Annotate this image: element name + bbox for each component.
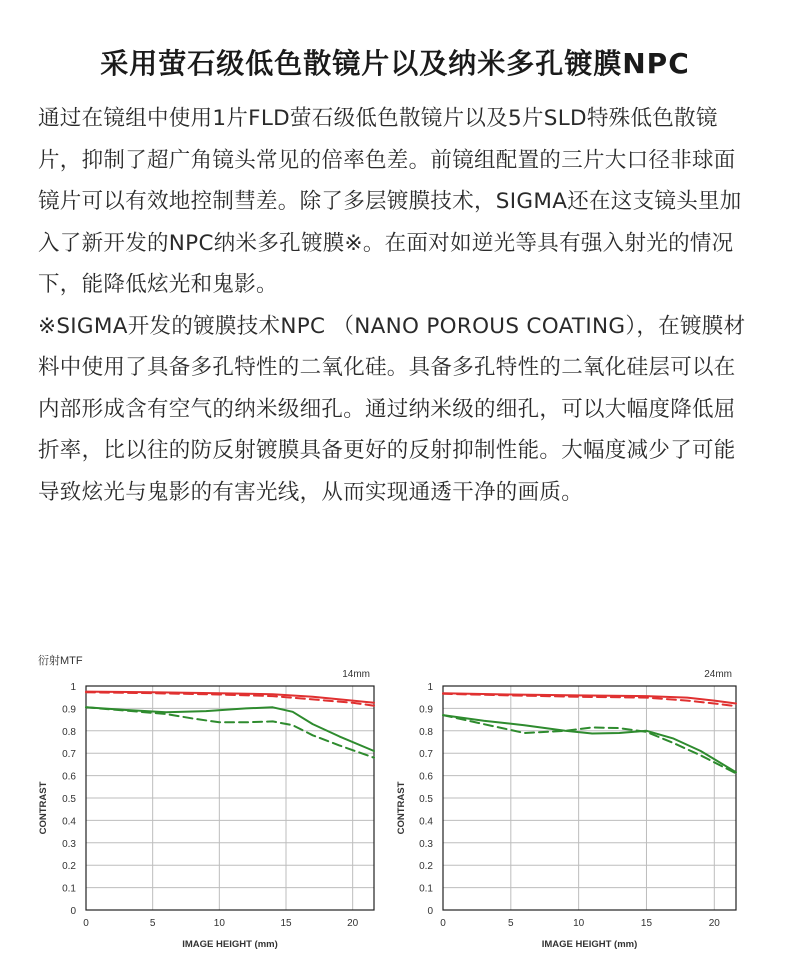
y-tick-label: 0.4	[419, 816, 433, 828]
mtf-chart-24mm	[386, 650, 746, 960]
y-tick-label: 0.7	[62, 749, 76, 761]
plot-area-14mm	[38, 669, 374, 950]
x-axis-label: IMAGE HEIGHT (mm)	[182, 939, 278, 950]
x-tick-label: 20	[708, 918, 720, 929]
y-tick-label: 0.1	[419, 883, 433, 895]
y-tick-label: 0.6	[419, 771, 433, 783]
x-tick-label: 10	[573, 918, 585, 929]
x-tick-label: 0	[440, 918, 446, 929]
y-tick-label: 0.2	[419, 861, 433, 873]
x-tick-label: 5	[508, 918, 514, 929]
y-tick-label: 0.5	[419, 794, 433, 805]
y-tick-label: 0.2	[62, 861, 76, 873]
y-tick-label: 1	[427, 682, 433, 693]
mtf-chart-14mm	[28, 650, 378, 960]
y-tick-label: 0.6	[62, 771, 76, 783]
x-tick-label: 10	[213, 918, 225, 929]
x-tick-label: 5	[149, 918, 156, 929]
y-tick-label: 0.9	[62, 704, 76, 716]
series-green-solid-24mm	[443, 715, 736, 772]
mtf-chart-24mm-svg	[386, 650, 746, 960]
chart-title: 24mm	[704, 669, 732, 680]
body-text	[38, 98, 754, 513]
y-tick-label: 0.8	[62, 726, 76, 738]
y-tick-label: 0.5	[62, 794, 76, 805]
chart-title: 14mm	[342, 669, 370, 680]
y-tick-label: 0.7	[419, 749, 433, 761]
paragraph-npc-footnote: ※SIGMA开发的镀膜技术NPC （NANO POROUS COATING），在镀膜材料中使用了具备多孔特性的二氧化硅。具备多孔特性的二氧化硅层可以在内部形成含有空气的纳米级细孔。通过纳米级的细孔，可以大幅度降低屈折率，比以往的防反射镀膜具备更好的反射抑制性能。大幅度减少了可能导致炫光与鬼影的有害光线，从而实现通透干净的画质。	[38, 313, 746, 505]
mtf-chart-14mm-svg	[28, 650, 378, 960]
y-tick-label: 0.8	[419, 726, 433, 738]
y-axis-label: CONTRAST	[396, 781, 407, 835]
x-tick-label: 20	[347, 918, 359, 929]
y-tick-label: 0.9	[419, 704, 433, 716]
x-tick-label: 15	[640, 918, 653, 929]
y-tick-label: 1	[70, 682, 76, 693]
y-tick-label: 0.3	[419, 838, 433, 850]
y-tick-label: 0	[70, 906, 76, 917]
y-tick-label: 0.1	[62, 883, 76, 895]
series-green-solid-14mm	[86, 707, 374, 751]
y-tick-label: 0	[427, 906, 433, 917]
figure-label: 衍射MTF	[38, 655, 83, 667]
y-axis-label: CONTRAST	[38, 781, 49, 835]
x-tick-label: 15	[280, 918, 292, 929]
y-tick-label: 0.4	[62, 816, 76, 828]
paragraph-lens-elements: 通过在镜组中使用1片FLD萤石级低色散镜片以及5片SLD特殊低色散镜片，抑制了超广角镜头常见的倍率色差。前镜组配置的三片大口径非球面镜片可以有效地控制彗差。除了多层镀膜技术，SIGMA还在这支镜头里加入了新开发的NPC纳米多孔镀膜※。在面对如逆光等具有强入射光的情况下，能降低炫光和鬼影。	[38, 106, 742, 297]
section-title: 采用萤石级低色散镜片以及纳米多孔镀膜NPC	[100, 47, 690, 80]
x-tick-label: 0	[83, 918, 89, 929]
x-axis-label: IMAGE HEIGHT (mm)	[541, 939, 638, 950]
plot-area-24mm	[396, 669, 736, 950]
y-tick-label: 0.3	[62, 838, 76, 850]
series-green-dashed-24mm	[443, 715, 736, 773]
